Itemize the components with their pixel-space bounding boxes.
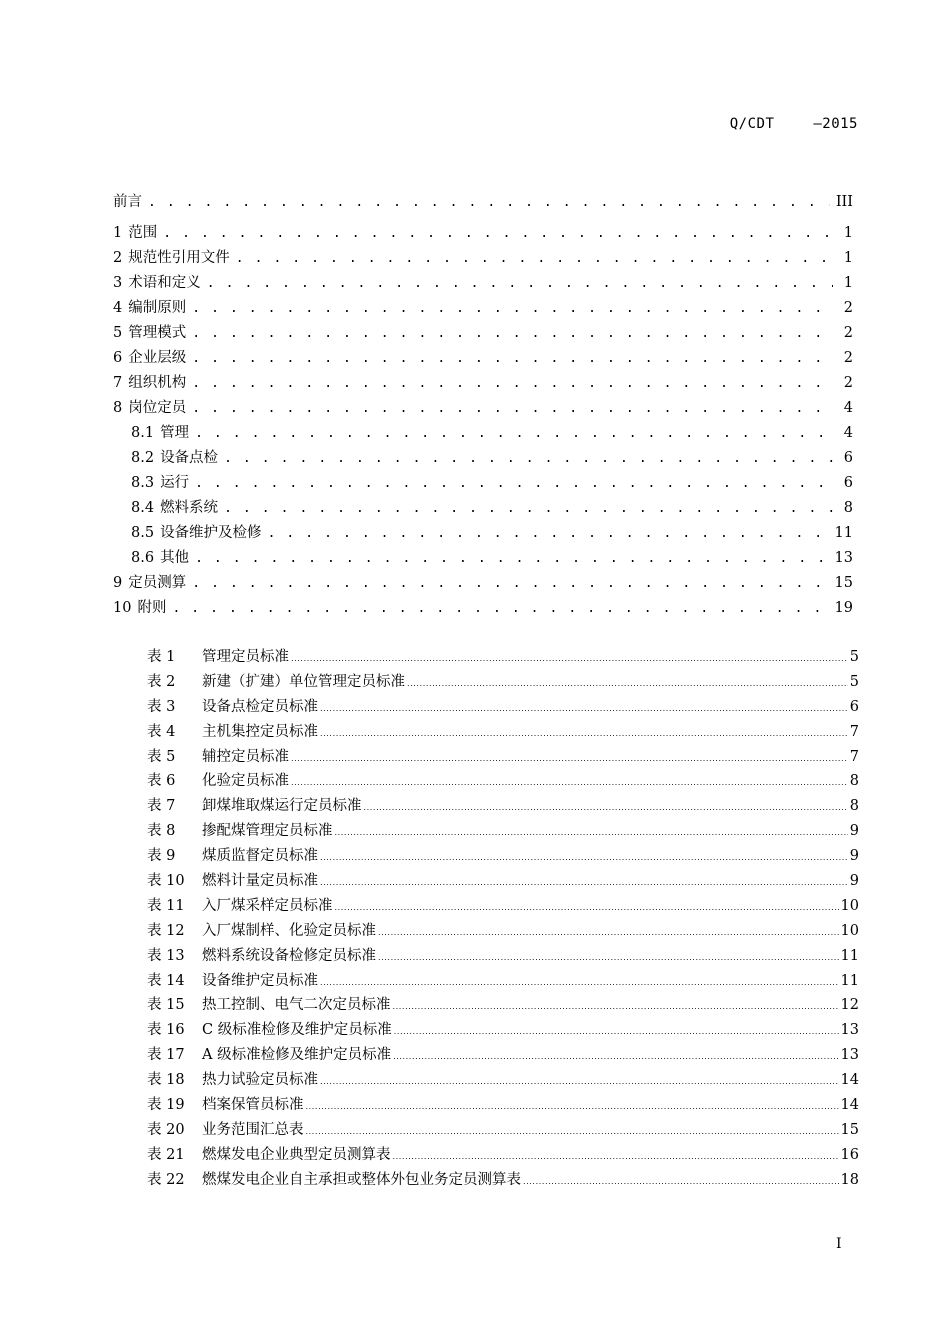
toc-entry-number: 2 <box>113 250 123 266</box>
toc-entry[interactable] <box>113 596 853 621</box>
table-list-page: 8 <box>849 773 859 790</box>
table-list-number: 表 22 <box>147 1171 185 1188</box>
table-list-title: 业务范围汇总表 <box>202 1121 304 1138</box>
document-year: —2015 <box>813 116 858 132</box>
table-list-page: 10 <box>840 922 859 939</box>
dot-leader <box>320 1070 839 1095</box>
dot-leader <box>320 871 848 896</box>
table-list-number: 表 4 <box>147 723 176 740</box>
table-list-page: 10 <box>840 897 859 914</box>
toc-entry-page: 8 <box>843 500 853 516</box>
dot-leader <box>378 921 839 946</box>
table-list-title: 化验定员标准 <box>202 773 289 790</box>
table-list-number: 表 2 <box>147 673 176 690</box>
toc-entry[interactable] <box>113 396 853 421</box>
toc-entry[interactable] <box>113 546 853 571</box>
dot-leader <box>224 496 833 521</box>
dot-leader <box>320 697 848 722</box>
dot-leader <box>364 796 848 821</box>
table-list-entry[interactable] <box>147 769 859 794</box>
toc-entry-page: 2 <box>843 325 853 341</box>
toc-entry-page: 1 <box>843 250 853 266</box>
table-list-number: 表 14 <box>147 972 185 989</box>
table-list-page: 7 <box>849 723 859 740</box>
table-list-page: 16 <box>840 1146 859 1163</box>
dot-leader <box>192 396 833 421</box>
table-list-entry[interactable] <box>147 720 859 745</box>
dot-leader <box>192 321 833 346</box>
table-list-number: 表 6 <box>147 773 176 790</box>
table-list-entry[interactable] <box>147 1043 859 1068</box>
table-list-title: 热工控制、电气二次定员标准 <box>202 997 391 1014</box>
table-list-entry[interactable] <box>147 1018 859 1043</box>
table-list-entry[interactable] <box>147 1118 859 1143</box>
dot-leader <box>335 821 848 846</box>
table-list-title: 卸煤堆取煤运行定员标准 <box>202 798 362 815</box>
toc-entry[interactable] <box>113 371 853 396</box>
toc-entry-title: 其他 <box>160 550 190 566</box>
toc-entry[interactable] <box>113 321 853 346</box>
toc-entry[interactable] <box>113 346 853 371</box>
dot-leader <box>195 421 833 446</box>
toc-entry-page: 2 <box>843 375 853 391</box>
toc-entry[interactable] <box>113 296 853 321</box>
toc-entry-number: 6 <box>113 350 123 366</box>
toc-entry-number: 1 <box>113 225 123 241</box>
table-list-number: 表 5 <box>147 748 176 765</box>
table-list-page: 9 <box>849 823 859 840</box>
table-list-page: 9 <box>849 848 859 865</box>
dot-leader <box>207 271 833 296</box>
table-list-title: 辅控定员标准 <box>202 748 289 765</box>
table-list-entry[interactable] <box>147 844 859 869</box>
table-list-page: 11 <box>840 947 859 964</box>
table-list-page: 9 <box>849 873 859 890</box>
toc-entry-page: 2 <box>843 350 853 366</box>
toc-entry-title: 管理 <box>160 425 190 441</box>
toc-entry-page: 6 <box>843 475 853 491</box>
table-list-number: 表 3 <box>147 698 176 715</box>
table-list-title: 设备维护定员标准 <box>202 972 318 989</box>
toc-entry-number: 8.1 <box>131 425 155 441</box>
table-list-entry[interactable] <box>147 1143 859 1168</box>
table-list-page: 14 <box>840 1097 859 1114</box>
toc-entry-title: 前言 <box>113 194 142 210</box>
table-list-title: 设备点检定员标准 <box>202 698 318 715</box>
dot-leader <box>192 346 833 371</box>
toc-entry-page: 6 <box>843 450 853 466</box>
toc-entry-title: 管理模式 <box>128 325 187 341</box>
dot-leader <box>523 1170 839 1195</box>
table-list-page: 18 <box>840 1171 859 1188</box>
toc-entry-page: 13 <box>834 550 853 566</box>
dot-leader <box>172 596 828 621</box>
dot-leader <box>407 672 848 697</box>
table-list-entry[interactable] <box>147 1093 859 1118</box>
table-list-entry[interactable] <box>147 794 859 819</box>
dot-leader <box>148 190 830 215</box>
dot-leader <box>393 995 839 1020</box>
toc-entry-number: 8.5 <box>131 525 155 541</box>
table-list-page: 13 <box>840 1022 859 1039</box>
table-list-page: 7 <box>849 748 859 765</box>
table-list-entry[interactable] <box>147 1068 859 1093</box>
toc-entry-page: 2 <box>843 300 853 316</box>
dot-leader <box>224 446 833 471</box>
table-list-title: 入厂煤制样、化验定员标准 <box>202 922 376 939</box>
dot-leader <box>291 647 848 672</box>
table-list-page: 12 <box>840 997 859 1014</box>
toc-entry-title: 附则 <box>137 600 167 616</box>
table-list-title: 掺配煤管理定员标准 <box>202 823 333 840</box>
dot-leader <box>195 546 828 571</box>
table-list-number: 表 16 <box>147 1022 185 1039</box>
toc-entry-title: 燃料系统 <box>160 500 219 516</box>
toc-entry-page: 1 <box>843 225 853 241</box>
table-list-number: 表 17 <box>147 1047 185 1064</box>
toc-entry-title: 企业层级 <box>128 350 187 366</box>
table-list-entry[interactable] <box>147 1168 859 1193</box>
table-list-page: 15 <box>840 1121 859 1138</box>
table-list-entry[interactable] <box>147 695 859 720</box>
toc-entry-title: 岗位定员 <box>128 400 187 416</box>
toc-entry-page: 1 <box>843 275 853 291</box>
table-list-entry[interactable] <box>147 670 859 695</box>
dot-leader <box>394 1020 839 1045</box>
table-list-title: 档案保管员标准 <box>202 1097 304 1114</box>
toc-entry-number: 10 <box>113 600 132 616</box>
document-code: Q/CDT <box>729 116 775 132</box>
toc-entry-page: 15 <box>834 575 853 591</box>
toc-entry[interactable] <box>113 246 853 271</box>
table-list-number: 表 20 <box>147 1121 185 1138</box>
toc-entry-page: 11 <box>834 525 853 541</box>
page-number: I <box>836 1236 842 1252</box>
toc-entry-page: 4 <box>843 425 853 441</box>
toc-entry[interactable] <box>113 271 853 296</box>
dot-leader <box>320 846 848 871</box>
toc-entry-title: 组织机构 <box>128 375 187 391</box>
dot-leader <box>163 221 833 246</box>
toc-entry-title: 运行 <box>160 475 190 491</box>
document-header <box>730 116 858 132</box>
toc-entry-page: 4 <box>843 400 853 416</box>
table-list-page: 8 <box>849 798 859 815</box>
dot-leader <box>192 296 833 321</box>
toc-entry-number: 8.3 <box>131 475 155 491</box>
dot-leader <box>320 722 848 747</box>
table-list-number: 表 15 <box>147 997 185 1014</box>
toc-entry-page: III <box>835 194 853 210</box>
table-list-number: 表 1 <box>147 649 176 665</box>
toc-entry-title: 规范性引用文件 <box>128 250 230 266</box>
table-of-contents <box>113 190 853 621</box>
table-list-number: 表 12 <box>147 922 185 939</box>
toc-entry-title: 定员测算 <box>128 575 187 591</box>
table-list-page: 5 <box>849 649 859 665</box>
table-list-number: 表 11 <box>147 897 185 914</box>
toc-entry-number: 8.2 <box>131 450 155 466</box>
table-list-title: 燃煤发电企业典型定员测算表 <box>202 1146 391 1163</box>
toc-entry[interactable] <box>113 496 853 521</box>
table-list-title: 煤质监督定员标准 <box>202 848 318 865</box>
dot-leader <box>192 371 833 396</box>
toc-entry-title: 设备维护及检修 <box>160 525 262 541</box>
table-list-number: 表 8 <box>147 823 176 840</box>
toc-entry[interactable] <box>113 446 853 471</box>
toc-entry-number: 7 <box>113 375 123 391</box>
dot-leader <box>378 946 839 971</box>
dot-leader <box>291 747 848 772</box>
toc-entry[interactable] <box>113 221 853 246</box>
table-list-number: 表 21 <box>147 1146 185 1163</box>
toc-entry-title: 术语和定义 <box>128 275 201 291</box>
list-of-tables <box>147 645 859 1193</box>
toc-entry[interactable] <box>113 521 853 546</box>
table-list-number: 表 18 <box>147 1072 185 1089</box>
toc-entry-page: 19 <box>834 600 853 616</box>
table-list-title: 主机集控定员标准 <box>202 723 318 740</box>
toc-entry-number: 9 <box>113 575 123 591</box>
table-list-number: 表 13 <box>147 947 185 964</box>
table-list-page: 5 <box>849 673 859 690</box>
table-list-title: 热力试验定员标准 <box>202 1072 318 1089</box>
toc-entry-number: 4 <box>113 300 123 316</box>
dot-leader <box>320 971 839 996</box>
table-list-page: 14 <box>840 1072 859 1089</box>
toc-entry-title: 设备点检 <box>160 450 219 466</box>
dot-leader <box>291 771 848 796</box>
table-list-page: 6 <box>849 698 859 715</box>
dot-leader <box>335 896 839 921</box>
toc-entry[interactable] <box>113 190 853 215</box>
dot-leader <box>306 1095 839 1120</box>
table-list-number: 表 9 <box>147 848 176 865</box>
table-list-entry[interactable] <box>147 993 859 1018</box>
toc-entry-number: 8.4 <box>131 500 155 516</box>
dot-leader <box>393 1045 838 1070</box>
table-list-number: 表 10 <box>147 873 185 890</box>
dot-leader <box>393 1145 839 1170</box>
table-list-page: 11 <box>840 972 859 989</box>
table-list-title: 新建（扩建）单位管理定员标准 <box>202 673 405 690</box>
table-list-number: 表 19 <box>147 1097 185 1114</box>
table-list-title: 燃料系统设备检修定员标准 <box>202 947 376 964</box>
dot-leader <box>236 246 833 271</box>
table-list-entry[interactable] <box>147 969 859 994</box>
toc-entry[interactable] <box>113 421 853 446</box>
toc-entry-number: 8 <box>113 400 123 416</box>
toc-entry-number: 8.6 <box>131 550 155 566</box>
table-list-page: 13 <box>840 1047 859 1064</box>
table-list-title: 管理定员标准 <box>202 649 289 665</box>
table-list-title: 燃料计量定员标准 <box>202 873 318 890</box>
table-list-title: C 级标准检修及维护定员标准 <box>202 1022 392 1039</box>
toc-entry-title: 编制原则 <box>128 300 187 316</box>
table-list-title: 入厂煤采样定员标准 <box>202 897 333 914</box>
dot-leader <box>192 571 828 596</box>
table-list-title: 燃煤发电企业自主承担或整体外包业务定员测算表 <box>202 1171 521 1188</box>
table-list-entry[interactable] <box>147 869 859 894</box>
table-list-entry[interactable] <box>147 919 859 944</box>
table-list-entry[interactable] <box>147 745 859 770</box>
table-list-entry[interactable] <box>147 819 859 844</box>
table-list-entry[interactable] <box>147 944 859 969</box>
toc-entry[interactable] <box>113 571 853 596</box>
toc-entry[interactable] <box>113 471 853 496</box>
table-list-number: 表 7 <box>147 798 176 815</box>
table-list-entry[interactable] <box>147 645 859 670</box>
table-list-title: A 级标准检修及维护定员标准 <box>202 1047 392 1064</box>
toc-entry-number: 3 <box>113 275 123 291</box>
toc-entry-title: 范围 <box>128 225 158 241</box>
table-list-entry[interactable] <box>147 894 859 919</box>
dot-leader <box>306 1120 839 1145</box>
dot-leader <box>195 471 833 496</box>
dot-leader <box>268 521 829 546</box>
toc-entry-number: 5 <box>113 325 123 341</box>
